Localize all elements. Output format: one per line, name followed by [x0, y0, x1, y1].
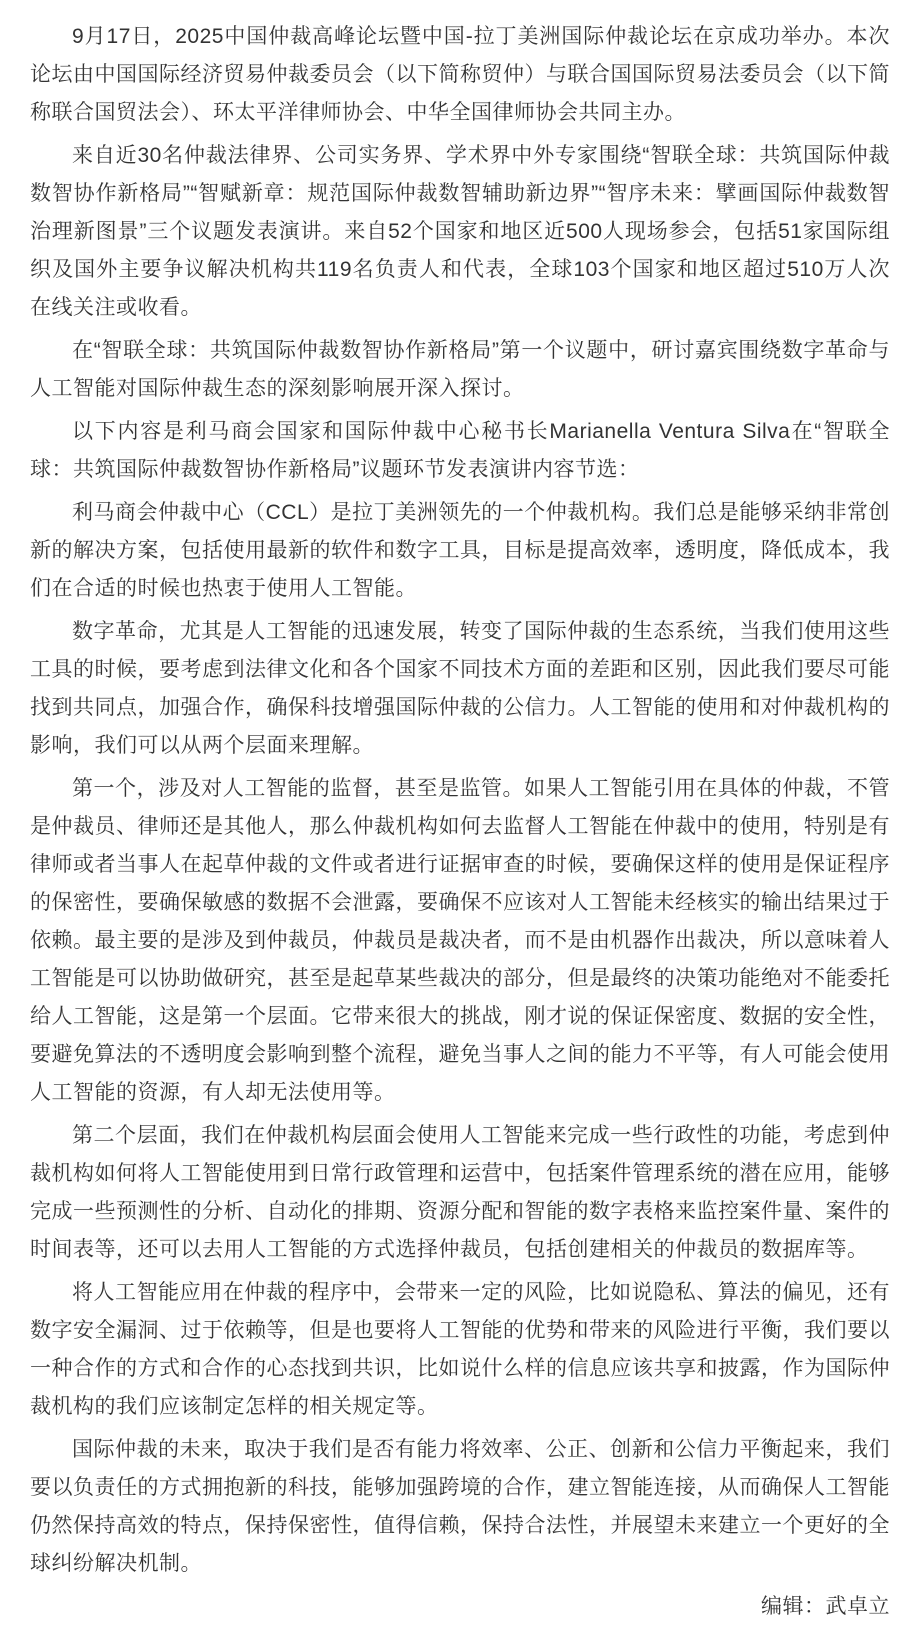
paragraph-first-level: 第一个，涉及对人工智能的监督，甚至是监管。如果人工智能引用在具体的仲裁，不管是仲裁员、律师还是其他人，那么仲裁机构如何去监督人工智能在仲裁中的使用，特别是有律师或者当事人在起草仲裁的文件或者进行证据审查的时候，要确保这样的使用是保证程序的保密性，要确保敏感的数据不会泄露，要确保不应该对人工智能未经核实的输出结果过于依赖。最主要的是涉及到仲裁员，仲裁员是裁决者，而不是由机器作出裁决，所以意味着人工智能是可以协助做研究，甚至是起草某些裁决的部分，但是最终的决策功能绝对不能委托给人工智能，这是第一个层面。它带来很大的挑战，刚才说的保证保密度、数据的安全性，要避免算法的不透明度会影响到整个流程，避免当事人之间的能力不平等，有人可能会使用人工智能的资源，有人却无法使用等。: [30, 777, 890, 1104]
paragraph-second-level: 第二个层面，我们在仲裁机构层面会使用人工智能来完成一些行政性的功能，考虑到仲裁机构如何将人工智能使用到日常行政管理和运营中，包括案件管理系统的潜在应用，能够完成一些预测性的分析、自动化的排期、资源分配和智能的数字表格来监控案件量、案件的时间表等，还可以去用人工智能的方式选择仲裁员，包括创建相关的仲裁员的数据库等。: [30, 1124, 890, 1261]
paragraph-ccl-intro: 利马商会仲裁中心（CCL）是拉丁美洲领先的一个仲裁机构。我们总是能够采纳非常创新的解决方案，包括使用最新的软件和数字工具，目标是提高效率，透明度，降低成本，我们在合适的时候也热衷于使用人工智能。: [30, 501, 890, 600]
paragraph-forum-topics: 来自近30名仲裁法律界、公司实务界、学术界中外专家围绕“智联全球：共筑国际仲裁数智协作新格局”“智赋新章：规范国际仲裁数智辅助新边界”“智序未来：擘画国际仲裁数智治理新图景”三个议题发表演讲。来自52个国家和地区近500人现场参会，包括51家国际组织及国外主要争议解决机构共119名负责人和代表，全球103个国家和地区超过510万人次在线关注或收看。: [30, 144, 890, 319]
paragraph-speaker-intro: 以下内容是利马商会国家和国际仲裁中心秘书长Marianella Ventura Silva在“智联全球：共筑国际仲裁数智协作新格局”议题环节发表演讲内容节选：: [30, 420, 890, 481]
editor-credit: 编辑：武卓立: [761, 1595, 890, 1618]
paragraph-risks-balance: 将人工智能应用在仲裁的程序中，会带来一定的风险，比如说隐私、算法的偏见，还有数字安全漏洞、过于依赖等，但是也要将人工智能的优势和带来的风险进行平衡，我们要以一种合作的方式和合作的心态找到共识，比如说什么样的信息应该共享和披露，作为国际仲裁机构的我们应该制定怎样的相关规定等。: [30, 1281, 890, 1418]
paragraph-topic-one: 在“智联全球：共筑国际仲裁数智协作新格局”第一个议题中，研讨嘉宾围绕数字革命与人工智能对国际仲裁生态的深刻影响展开深入探讨。: [30, 339, 890, 400]
paragraph-intro: 9月17日，2025中国仲裁高峰论坛暨中国-拉丁美洲国际仲裁论坛在京成功举办。本次论坛由中国国际经济贸易仲裁委员会（以下简称贸仲）与联合国国际贸易法委员会（以下简称联合国贸法会）、环太平洋律师协会、中华全国律师协会共同主办。: [30, 25, 890, 124]
paragraph-future-outlook: 国际仲裁的未来，取决于我们是否有能力将效率、公正、创新和公信力平衡起来，我们要以负责任的方式拥抱新的科技，能够加强跨境的合作，建立智能连接，从而确保人工智能仍然保持高效的特点，保持保密性，值得信赖，保持合法性，并展望未来建立一个更好的全球纠纷解决机制。: [30, 1438, 890, 1575]
paragraph-digital-revolution: 数字革命，尤其是人工智能的迅速发展，转变了国际仲裁的生态系统，当我们使用这些工具的时候，要考虑到法律文化和各个国家不同技术方面的差距和区别，因此我们要尽可能找到共同点，加强合作，确保科技增强国际仲裁的公信力。人工智能的使用和对仲裁机构的影响，我们可以从两个层面来理解。: [30, 620, 890, 757]
